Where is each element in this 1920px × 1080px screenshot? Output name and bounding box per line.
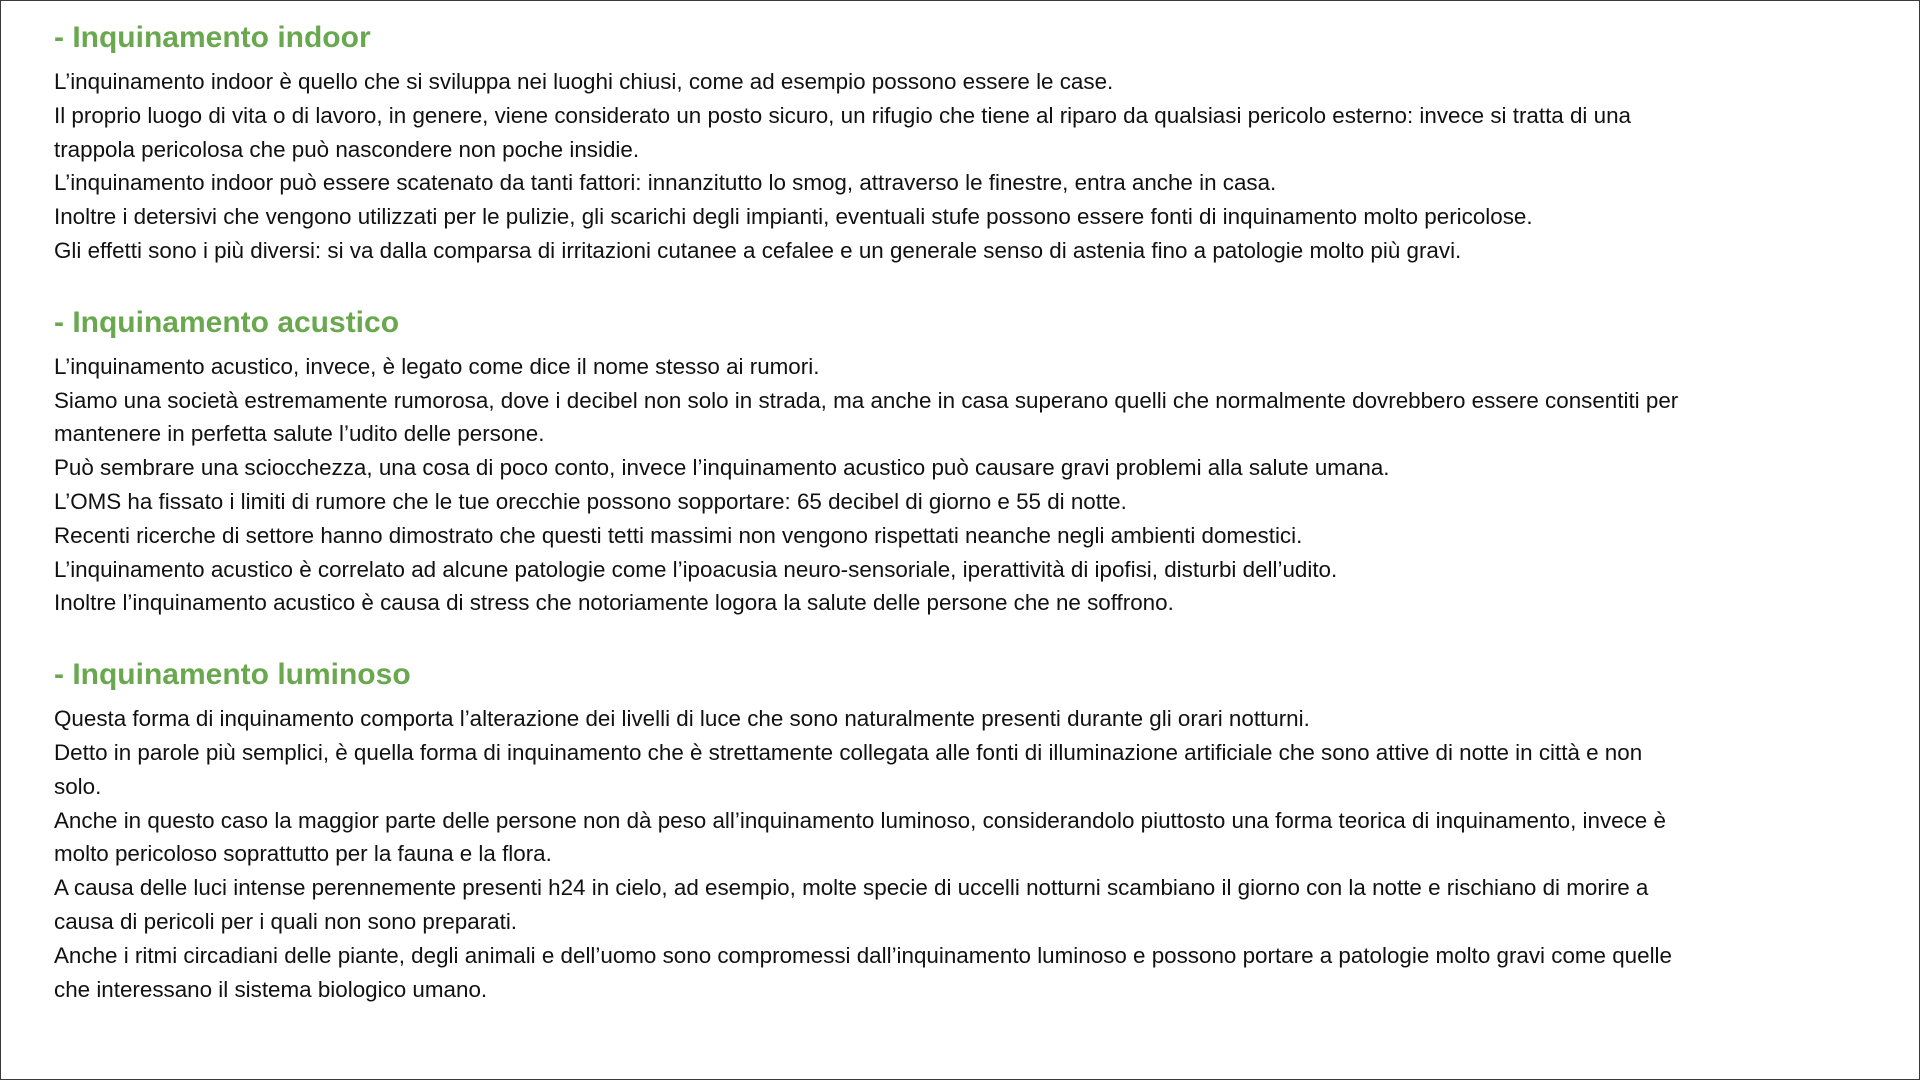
section-indoor xyxy=(54,15,1919,268)
section-heading-luminoso: - Inquinamento luminoso xyxy=(54,658,411,692)
paragraph-line: che interessano il sistema biologico umano. xyxy=(54,976,488,1002)
paragraph-line: Gli effetti sono i più diversi: si va dalla comparsa di irritazioni cutanee a cefalee e un generale senso di astenia fino a patologie molto più gravi. xyxy=(54,237,1462,263)
paragraph-line: Questa forma di inquinamento comporta l’alterazione dei livelli di luce che sono naturalmente presenti durante gli orari notturni. xyxy=(54,706,1310,732)
paragraph-line: Inoltre l’inquinamento acustico è causa di stress che notoriamente logora la salute delle persone che ne soffrono. xyxy=(54,590,1174,616)
paragraph-line: Anche in questo caso la maggior parte delle persone non dà peso all’inquinamento luminoso, considerandolo piuttosto una forma teorica di inquinamento, invece è xyxy=(54,807,1666,833)
paragraph-line: Recenti ricerche di settore hanno dimostrato che questi tetti massimi non vengono rispettati neanche negli ambienti domestici. xyxy=(54,522,1303,548)
paragraph-line: causa di pericoli per i quali non sono preparati. xyxy=(54,908,518,934)
section-heading-acustico: - Inquinamento acustico xyxy=(54,305,400,339)
paragraph-line: molto pericoloso soprattutto per la fauna e la flora. xyxy=(54,841,552,867)
paragraph-line: trappola pericolosa che può nascondere non poche insidie. xyxy=(54,136,640,162)
paragraph-line: Anche i ritmi circadiani delle piante, degli animali e dell’uomo sono compromessi dall’inquinamento luminoso e possono portare a patologie molto gravi come quelle xyxy=(54,942,1672,968)
paragraph-line: Può sembrare una sciocchezza, una cosa di poco conto, invece l’inquinamento acustico può causare gravi problemi alla salute umana. xyxy=(54,455,1390,481)
document-page xyxy=(54,15,1919,1006)
paragraph-line: L’inquinamento indoor è quello che si sviluppa nei luoghi chiusi, come ad esempio possono essere le case. xyxy=(54,69,1114,94)
paragraph-line: L’inquinamento indoor può essere scatenato da tanti fattori: innanzitutto lo smog, attraverso le finestre, entra anche in casa. xyxy=(54,170,1277,196)
section-luminoso xyxy=(54,652,1919,1006)
section-acustico xyxy=(54,300,1919,620)
paragraph-line: Inoltre i detersivi che vengono utilizzati per le pulizie, gli scarichi degli impianti, eventuali stufe possono essere fonti di inquinamento molto pericolose. xyxy=(54,204,1533,230)
paragraph-line: solo. xyxy=(54,773,102,799)
paragraph-line: L’inquinamento acustico, invece, è legato come dice il nome stesso ai rumori. xyxy=(54,353,820,379)
paragraph-line: L’inquinamento acustico è correlato ad alcune patologie come l’ipoacusia neuro-sensoriale, iperattività di ipofisi, disturbi dell’udito. xyxy=(54,556,1338,582)
paragraph-line: A causa delle luci intense perennemente presenti h24 in cielo, ad esempio, molte specie di uccelli notturni scambiano il giorno con la notte e rischiano di morire a xyxy=(54,875,1649,901)
section-heading-indoor: - Inquinamento indoor xyxy=(54,21,371,54)
paragraph-line: Siamo una società estremamente rumorosa, dove i decibel non solo in strada, ma anche in casa superano quelli che normalmente dovrebbero essere consentiti per xyxy=(54,387,1679,413)
paragraph-line: Il proprio luogo di vita o di lavoro, in genere, viene considerato un posto sicuro, un rifugio che tiene al riparo da qualsiasi pericolo esterno: invece si tratta di una xyxy=(54,102,1631,128)
paragraph-line: L’OMS ha fissato i limiti di rumore che le tue orecchie possono sopportare: 65 decibel di giorno e 55 di notte. xyxy=(54,488,1127,514)
paragraph-line: mantenere in perfetta salute l’udito delle persone. xyxy=(54,421,545,447)
paragraph-line: Detto in parole più semplici, è quella forma di inquinamento che è strettamente collegata alle fonti di illuminazione artificiale che sono attive di notte in città e non xyxy=(54,739,1643,765)
